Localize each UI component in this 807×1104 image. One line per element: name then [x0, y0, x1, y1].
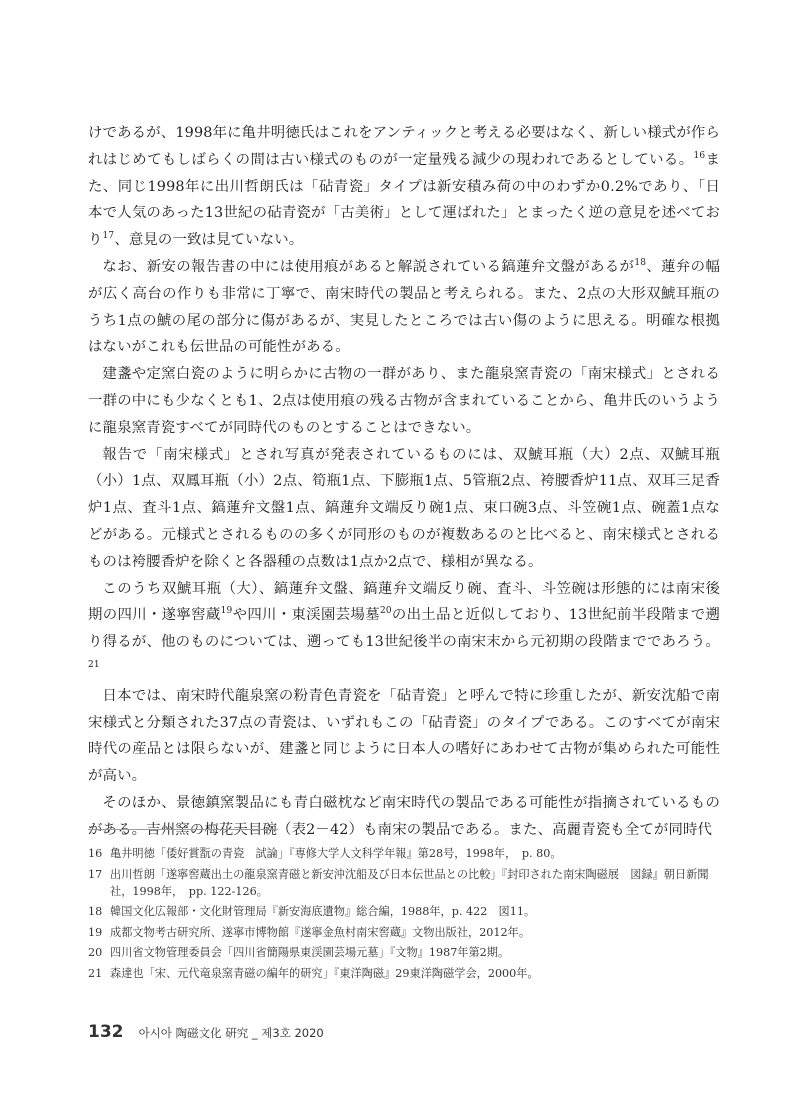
text-run: 日本では、南宋時代龍泉窯の粉青色青瓷を「砧青瓷」と呼んで特に珍重したが、新安沈船で南宋様式と分類された37点の青瓷は、いずれもこの「砧青瓷」のタイプである。このすべてが南宋時代の産品とは限らないが、建盞と同じように日本人の嗜好にあわせて古物が集められた可能性が高い。 [88, 687, 720, 785]
footnote-number: 19 [88, 925, 103, 939]
footnote-number: 20 [88, 946, 103, 959]
footnote-ref: 16 [693, 150, 706, 161]
text-run: また、同じ1998年に出川哲朗氏は「砧青瓷」タイプは新安積み荷の中のわずか0.2%であり、「日本で人気のあった13世紀の砧青瓷が「古美術」として運ばれた」とまったく逆の意見を述べており [88, 151, 721, 249]
footnote-ref: 19 [220, 606, 233, 617]
text-run: 報告で「南宋様式」とされ写真が発表されているものには、双鯱耳瓶（大）2点、双鯱耳瓶（小）1点、双鳳耳瓶（小）2点、筍瓶1点、下膨瓶1点、5管瓶2点、袴腰香炉11点、双耳三足香炉1点、査斗1点、鎬蓮弁文盤1点、鎬蓮弁文端反り碗1点、束口碗3点、斗笠碗1点、碗蓋1点などがある。元様式とされるものの多くが同形のものが複数あるのと比べると、南宋様式とされるものは袴腰香炉を除くと各器種の点数は1点か2点で、様相が異なる。 [88, 446, 720, 570]
paragraph [88, 254, 720, 361]
footnote-ref: 17 [102, 231, 115, 242]
text-run: そのほか、景徳鎮窯製品にも青白磁枕など南宋時代の製品である可能性が指摘されているものがある。吉州窯の梅花天目碗（表2－42）も南宋の製品である。また、高麗青瓷も全てが同時代 [88, 794, 720, 838]
footnote-text: 出川哲朗「遂寧窖蔵出土の龍泉窯青磁と新安沖沈船及び日本伝世品との比較」『封印された南宋陶磁展 図録』朝日新聞社，1998年， pp. 122-126。 [110, 867, 709, 898]
footnote-number: 16 [88, 847, 103, 860]
paragraph [88, 120, 720, 254]
footnote-ref: 21 [88, 659, 100, 670]
footnote-text: 成都文物考古研究所、遂寧市博物館『遂寧金魚村南宋窖蔵』文物出版社，2012年。 [110, 925, 531, 939]
text-run: 建盞や定窯白瓷のように明らかに古物の一群があり、また龍泉窯青瓷の「南宋様式」とされる一群の中にも少なくとも1、2点は使用痕の残る古物が含まれていることから、亀井氏のいうように龍泉窯青瓷すべてが同時代のものとすることはできない。 [88, 366, 720, 436]
footnote-text: 亀井明徳「倭好賞翫の青瓷 試論」『専修大学人文科学年報』第28号，1998年， p. 80。 [110, 847, 562, 860]
footnote-text: 四川省文物管理委員会「四川省簡陽県東渓園芸場元墓」『文物』1987年第2期。 [110, 946, 510, 959]
paragraph [88, 361, 720, 441]
footnote-number: 17 [88, 867, 103, 881]
footnote-ref: 18 [634, 257, 647, 268]
footnote-ref: 20 [379, 606, 392, 617]
page-number: 132 [88, 1022, 124, 1042]
footnote [88, 845, 720, 862]
footnote [88, 866, 720, 900]
text-run: なお、新安の報告書の中には使用痕があると解説されている鎬蓮弁文盤があるが [102, 258, 635, 275]
paragraph [88, 576, 720, 683]
footnotes [88, 845, 720, 985]
page-footer [88, 1022, 324, 1042]
text-run: の出土品と近似しており、13世紀前半段階まで遡り得るが、他のものについては、遡っても13世紀後半の南宋末から元初期の段階までであろう。 [88, 607, 720, 651]
text-run: けであるが、1998年に亀井明徳氏はこれをアンティックと考える必要はなく、新しい様式が作られはじめてもしばらくの間は古い様式のものが一定量残る減少の現われであるとしている。 [88, 125, 720, 168]
paragraph [88, 442, 720, 576]
footnote-text: 森達也「宋、元代竜泉窯青磁の編年的研究」『東洋陶磁』29東洋陶磁学会，2000年。 [110, 966, 539, 980]
footnote [88, 903, 720, 920]
footnote [88, 944, 720, 961]
body-text [88, 120, 720, 844]
text-run: や四川・東渓園芸場墓 [232, 607, 380, 624]
text-run: 、蓮弁の幅が広く高台の作りも非常に丁寧で、南宋時代の製品と考えられる。また、2点の大形双鯱耳瓶のうち1点の鯱の尾の部分に傷があるが、実見したところでは古い傷のように思える。明確な根拠はないがこれも伝世品の可能性がある。 [88, 258, 720, 356]
text-run: 、意見の一致は見ていない。 [114, 232, 304, 249]
footnote-number: 21 [88, 966, 103, 980]
footnote-text: 韓国文化広報部・文化財管理局『新安海底遺物』総合編，1988年，p. 422 図11。 [110, 905, 536, 918]
paragraph [88, 790, 720, 844]
footnote [88, 965, 720, 982]
text-run: このうち双鯱耳瓶（大）、鎬蓮弁文盤、鎬蓮弁文端反り碗、査斗、斗笠碗は形態的には南宋後期の四川・遂寧窖蔵 [88, 580, 720, 624]
paragraph [88, 683, 720, 790]
footnote-rule [88, 829, 278, 830]
footnote-number: 18 [88, 905, 103, 918]
running-title: 아시아 陶磁文化 硏究 _ 제3호 2020 [138, 1026, 324, 1040]
footnote [88, 924, 720, 941]
